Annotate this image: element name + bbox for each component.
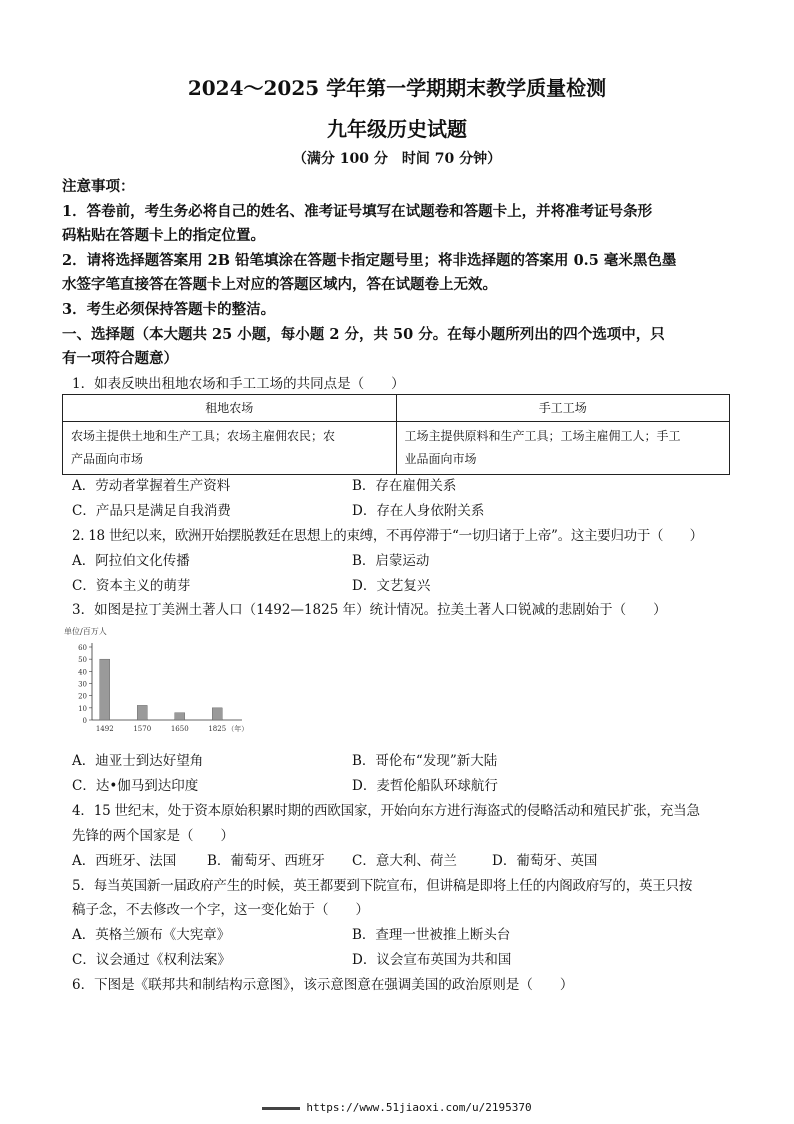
table-cell-line: 业品面向市场 [404, 452, 477, 466]
question-6-stem: 6．下图是《联邦共和制结构示意图》，该示意图意在强调美国的政治原则是（ ） [72, 977, 574, 993]
y-tick-label: 60 [78, 644, 87, 652]
table-header: 租地农场 [63, 395, 397, 422]
question-2-stem: 2. 18 世纪以来，欧洲开始摆脱教廷在思想上的束缚，不再停滞于“一切归诸于上帝”。这主要归功于（ ） [72, 528, 703, 544]
option-d[interactable]: D．存在人身依附关系 [352, 503, 485, 519]
option-a[interactable]: A．英格兰颁布《大宪章》 [72, 927, 231, 943]
option-a[interactable]: A．劳动者掌握着生产资料 [72, 478, 231, 494]
option-a[interactable]: A．西班牙、法国 [72, 853, 177, 869]
bar [212, 708, 222, 720]
notice-line-2b: 水签字笔直接答在答题卡上对应的答题区域内，答在试题卷上无效。 [62, 276, 497, 293]
option-b[interactable]: B．启蒙运动 [352, 553, 430, 569]
notice-heading: 注意事项： [62, 178, 135, 195]
option-c[interactable]: C．资本主义的萌芽 [72, 578, 191, 594]
question-4-stem-b: 先锋的两个国家是（ ） [72, 828, 234, 844]
x-axis-unit: （年） [227, 725, 249, 733]
x-tick-label: 1650 [170, 725, 189, 733]
exam-info: （满分 100 分 时间 70 分钟） [292, 151, 502, 167]
y-tick-label: 30 [78, 680, 87, 689]
y-tick-label: 20 [78, 692, 87, 701]
footer-url-text[interactable]: https://www.51jiaoxi.com/u/2195370 [306, 1101, 532, 1114]
table-cell [63, 422, 397, 475]
option-a[interactable]: A．阿拉伯文化传播 [72, 553, 190, 569]
notice-line-1a: 1．答卷前，考生务必将自己的姓名、准考证号填写在试题卷和答题卡上，并将准考证号条形 [62, 203, 653, 220]
y-tick-label: 50 [78, 656, 87, 665]
question-4-stem-a: 4．15 世纪末，处于资本原始积累时期的西欧国家，开始向东方进行海盗式的侵略活动和殖民扩张，充当急 [72, 803, 700, 819]
section-heading-1: 一、选择题（本大题共 25 小题，每小题 2 分，共 50 分。在每小题所列出的四个选项中，只 [62, 326, 665, 343]
subject-title: 九年级历史试题 [327, 117, 467, 141]
option-b[interactable]: B．哥伦布“发现”新大陆 [352, 753, 498, 769]
option-b[interactable]: B．存在雇佣关系 [352, 478, 457, 494]
option-c[interactable]: C．意大利、荷兰 [352, 853, 457, 869]
y-tick-label: 10 [78, 704, 87, 713]
table-cell-line: 农场主提供土地和生产工具；农场主雇佣农民；农 [71, 429, 336, 443]
notice-line-3: 3．考生必须保持答题卡的整洁。 [62, 301, 276, 318]
bar [137, 705, 147, 720]
option-d[interactable]: D．麦哲伦船队环球航行 [352, 778, 498, 794]
notice-line-2a: 2．请将选择题答案用 2B 铅笔填涂在答题卡指定题号里；将非选择题的答案用 0.5 毫米黑色墨 [62, 252, 677, 269]
question-3-stem: 3．如图是拉丁美洲土著人口（1492—1825 年）统计情况。拉美土著人口锐减的悲剧始于（ ） [72, 602, 667, 618]
option-c[interactable]: C．议会通过《权利法案》 [72, 952, 231, 968]
y-axis-label: 单位/百万人 [64, 627, 107, 636]
table-cell-line: 工场主提供原料和生产工具；工场主雇佣工人；手工 [404, 429, 681, 443]
x-tick-label: 1825 [208, 725, 227, 733]
option-d[interactable]: D．文艺复兴 [352, 578, 431, 594]
bar [100, 659, 110, 720]
x-tick-label: 1492 [95, 725, 114, 733]
option-b[interactable]: B．查理一世被推上断头台 [352, 927, 511, 943]
option-d[interactable]: D．议会宣布英国为共和国 [352, 952, 512, 968]
watermark-mark [262, 1107, 300, 1110]
option-a[interactable]: A．迪亚士到达好望角 [72, 753, 204, 769]
table-cell [396, 422, 730, 475]
comparison-table [62, 394, 730, 475]
section-heading-2: 有一项符合题意） [62, 350, 178, 367]
exam-title: 2024～2025 学年第一学期期末教学质量检测 [187, 76, 607, 100]
population-bar-chart [62, 622, 272, 742]
y-tick-label: 0 [82, 717, 87, 725]
option-b[interactable]: B．葡萄牙、西班牙 [207, 853, 325, 869]
table-header: 手工工场 [396, 395, 730, 422]
x-tick-label: 1570 [133, 725, 152, 733]
footer-url[interactable] [0, 1101, 794, 1114]
bar [175, 713, 185, 720]
question-5-stem-b: 稿子念，不去修改一个字，这一变化始于（ ） [72, 902, 369, 918]
y-tick-label: 40 [78, 668, 87, 677]
question-5-stem-a: 5．每当英国新一届政府产生的时候，英王都要到下院宣布，但讲稿是即将上任的内阁政府写的，英王只按 [72, 878, 693, 894]
question-1-stem: 1．如表反映出租地农场和手工工场的共同点是（ ） [72, 376, 405, 392]
option-c[interactable]: C．达•伽马到达印度 [72, 778, 199, 794]
notice-line-1b: 码粘贴在答题卡上的指定位置。 [62, 227, 265, 244]
option-c[interactable]: C．产品只是满足自我消费 [72, 503, 231, 519]
table-cell-line: 产品面向市场 [71, 452, 144, 466]
option-d[interactable]: D．葡萄牙、英国 [492, 853, 598, 869]
